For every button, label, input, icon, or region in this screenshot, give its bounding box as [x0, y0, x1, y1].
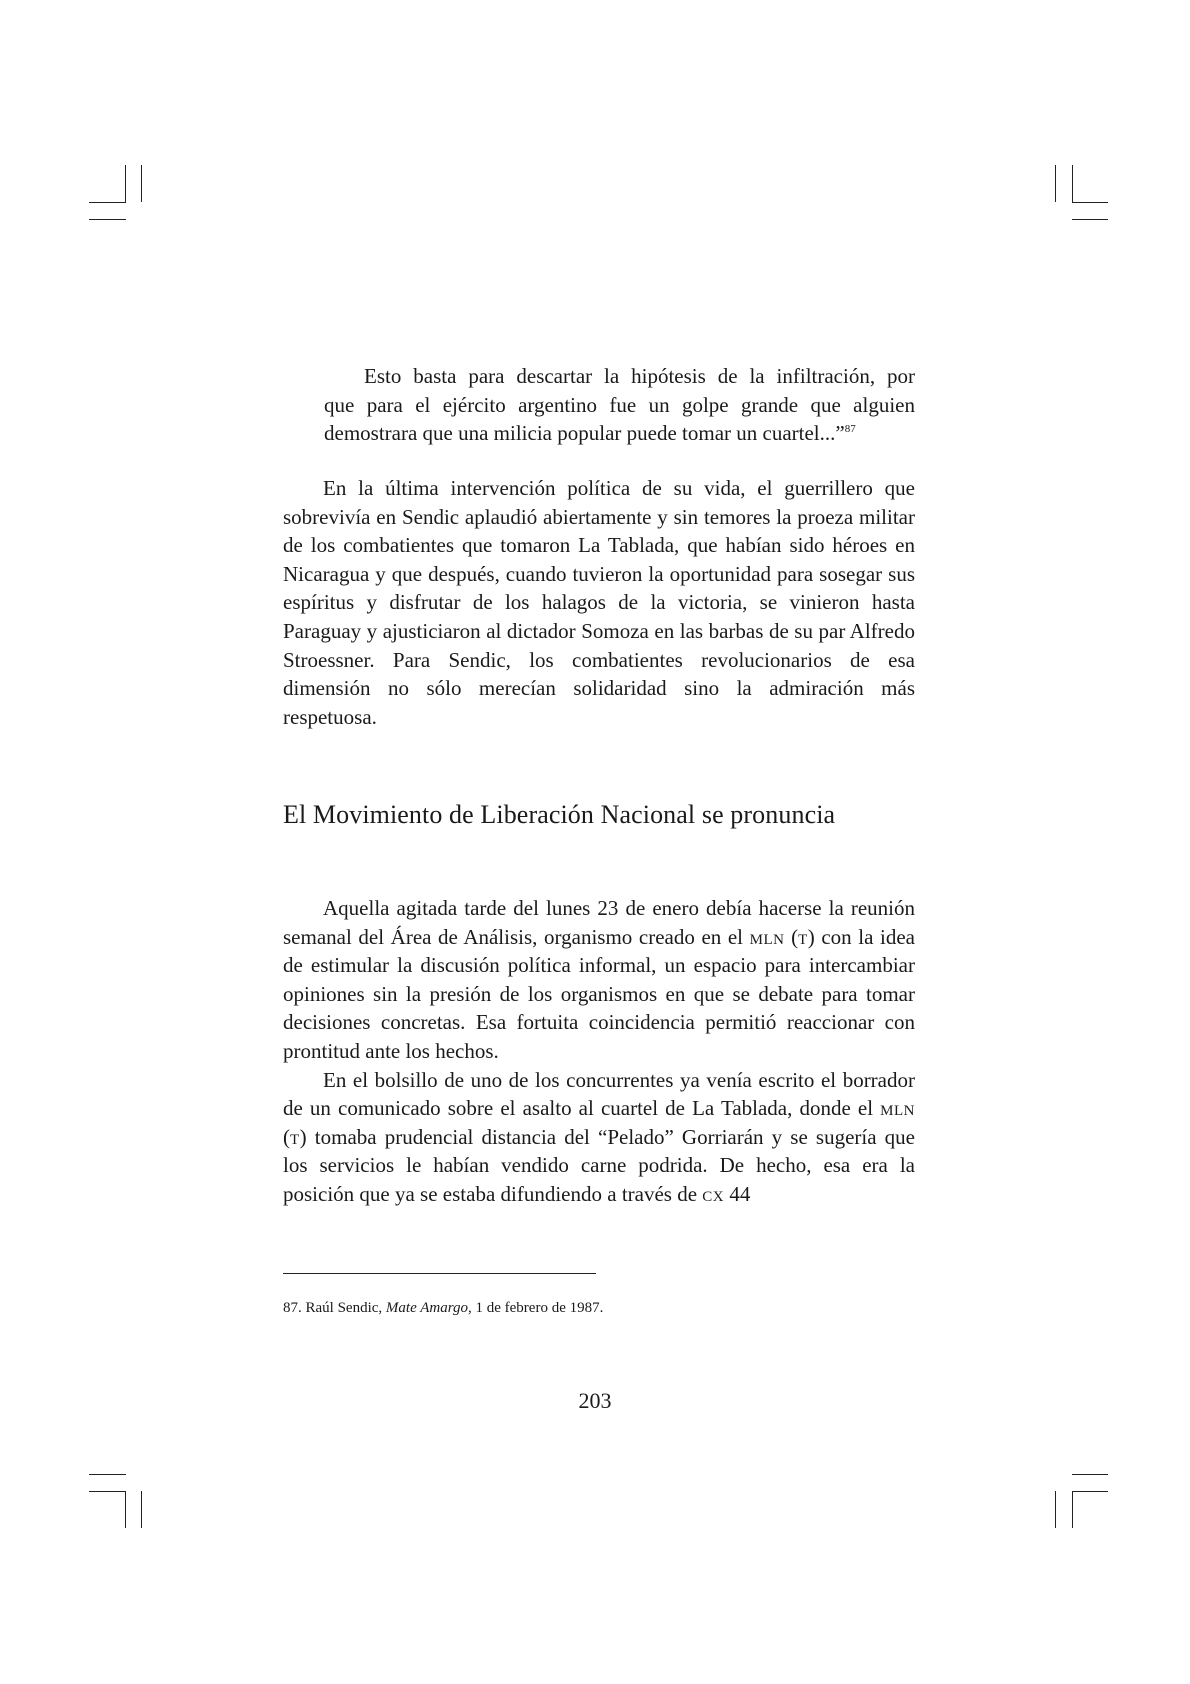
footnote-separator	[283, 1273, 596, 1274]
footnote-title: Mate Amargo	[385, 1300, 468, 1316]
text-run: ) tomaba prudencial distancia del “Pelado” Gorriarán y se sugería que los servicios le habían vendido carne podrida. De hecho, esa era la posición que ya se estaba difundiendo a través de	[283, 1124, 915, 1206]
paragraph-borrador	[283, 1066, 915, 1209]
text-run: (	[283, 1124, 290, 1149]
text-run: 44	[724, 1181, 751, 1206]
text-run: En el bolsillo de uno de los concurrentes ya venía escrito el borrador de un comunicado sobre el asalto al cuartel de La Tablada, donde el	[283, 1067, 915, 1121]
acronym-mln: mln	[880, 1096, 915, 1121]
footnote-87	[283, 1300, 603, 1317]
text-run: Aquella agitada tarde del lunes 23 de enero debía hacerse la reunión semanal del Área de Análisis, organismo creado en el	[283, 896, 915, 949]
section-body	[283, 894, 915, 1209]
acronym-cx: cx	[702, 1181, 725, 1206]
footnote-prefix: 87. Raúl Sendic,	[283, 1300, 386, 1316]
acronym-t: t	[798, 924, 808, 949]
paragraph-text: En la última intervención política de su vida, el guerrillero que sobrevivía en Sendic aplaudió abiertamente y sin temores la proeza militar de los combatientes que tomaron La Tablada, que habían sido héroes en Nicaragua y que después, cuando tuvieron la oportunidad para sosegar sus espíritus y disfrutar de los halagos de la victoria, se vinieron hasta Paraguay y ajusticiaron al dictador Somoza en las barbas de su par Alfredo Stroessner. Para Sendic, los combatientes revolucionarios de esa dimensión no sólo merecían solidaridad sino la admiración más respetuosa.	[283, 476, 915, 729]
acronym-t: t	[290, 1124, 300, 1149]
quote-line-text: demostrara que una milicia popular puede tomar un cuartel...”	[324, 421, 845, 446]
quotation-block	[324, 362, 915, 448]
acronym-mln: mln	[749, 924, 785, 949]
section-heading: El Movimiento de Liberación Nacional se pronuncia	[283, 800, 836, 829]
footnote-reference: 87	[844, 423, 856, 436]
paragraph-area-analisis	[283, 894, 915, 1066]
text-run: ) con la idea de estimular la discusión política informal, un espacio para intercambiar opiniones sin la presión de los organismos en que se debate para tomar decisiones concretas. Esa fortuita coincidencia permitió reaccionar con prontitud ante los hechos.	[283, 924, 915, 1063]
paragraph-sendic	[283, 474, 915, 731]
text-run: (	[784, 924, 799, 949]
quote-line: Esto basta para descartar la hipótesis de la infiltración, por	[364, 364, 915, 388]
quote-line: que para el ejército argentino fue un golpe grande que alguien	[324, 392, 915, 417]
quote-line-last	[324, 419, 915, 448]
page-number: 203	[578, 1388, 612, 1413]
footnote-suffix: , 1 de febrero de 1987.	[467, 1300, 604, 1316]
